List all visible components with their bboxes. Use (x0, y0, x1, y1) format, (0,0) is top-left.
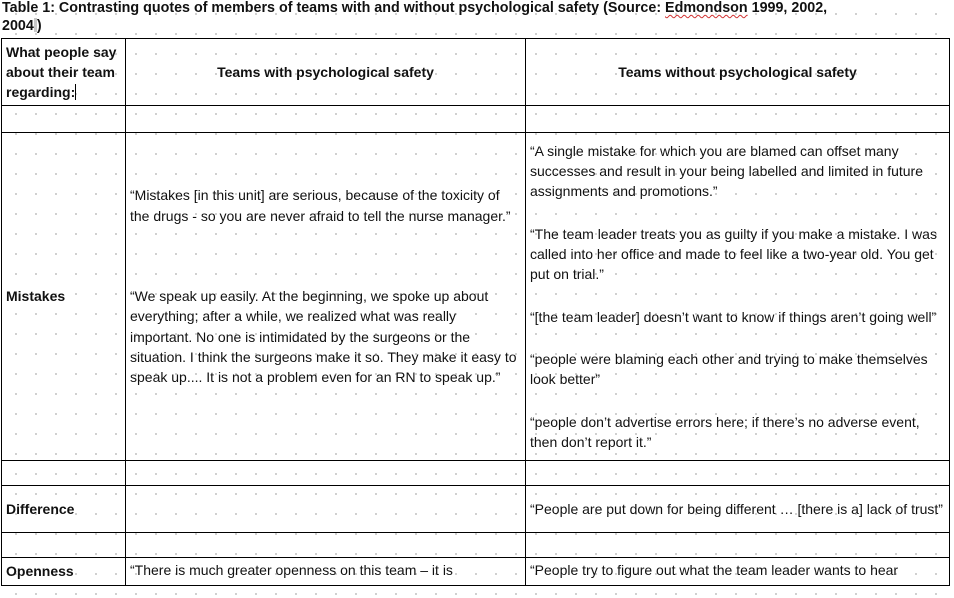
quote-spacer (130, 226, 521, 286)
table-header-row (2, 39, 950, 106)
mistakes-without-quote: “[the team leader] doesn’t want to know if things aren’t going well” (530, 308, 937, 325)
mistakes-without-cell[interactable] (526, 133, 950, 461)
table-caption (2, 0, 947, 35)
header-teams-with-safety[interactable]: Teams with psychological safety (126, 39, 526, 106)
difference-with-cell[interactable] (126, 486, 526, 533)
row-label-openness[interactable]: Openness (2, 558, 126, 586)
spacer-row (2, 533, 950, 558)
row-label-mistakes[interactable]: Mistakes (2, 133, 126, 461)
openness-without-cell[interactable]: “People try to figure out what the team leader wants to hear (526, 558, 950, 586)
empty-cell[interactable] (2, 106, 126, 133)
caption-suffix-line2-b: ) (36, 18, 42, 34)
mistakes-without-quote: “A single mistake for which you are blamed can offset many successes and result in your being labelled and limited in future assignments and promotions.” (530, 142, 924, 200)
caption-suffix-line1: 1999, 2002, (747, 0, 828, 16)
empty-cell[interactable] (526, 461, 950, 486)
mistakes-row (2, 133, 950, 461)
empty-cell[interactable] (2, 533, 126, 558)
header-teams-without-safety[interactable]: Teams without psychological safety (526, 39, 950, 106)
difference-without-cell[interactable]: “People are put down for being different … [there is a] lack of trust” (526, 486, 950, 533)
mistakes-with-cell[interactable] (126, 133, 526, 461)
corner-header-cell[interactable] (2, 39, 126, 106)
mistakes-with-quote: “We speak up easily. At the beginning, we spoke up about everything; after a while, we realized what was really important. No one is intimidated by the surgeons or the situation. I think the surgeons make it so. They make it easy to speak up.... It is not a problem even for an RN to speak up.” (130, 288, 517, 386)
caption-prefix: Table 1: Contrasting quotes of members of teams with and without psychological safety (Source: (2, 0, 666, 16)
openness-row (2, 558, 950, 586)
openness-with-cell[interactable]: “There is much greater openness on this team – it is (126, 558, 526, 586)
quote-spacer (530, 327, 945, 349)
difference-row (2, 486, 950, 533)
empty-cell[interactable] (2, 461, 126, 486)
quotes-table (1, 38, 950, 586)
caption-suffix-line2-a: 2004 (2, 18, 34, 34)
row-label-difference[interactable]: Difference (2, 486, 126, 533)
mistakes-without-quote: “people don’t advertise errors here; if there’s no adverse event, then don’t report it.” (530, 413, 920, 450)
mistakes-without-quote: “people were blaming each other and trying to make themselves look better” (530, 350, 928, 388)
corner-header-text: What people say about their team regarding: (6, 43, 117, 101)
empty-cell[interactable] (526, 533, 950, 558)
quote-spacer (530, 202, 945, 224)
mistakes-without-quote: “The team leader treats you as guilty if you make a mistake. I was called into her office and made to feel like a two-year old. You get put on trial.” (530, 225, 937, 283)
spacer-row (2, 106, 950, 133)
empty-cell[interactable] (126, 106, 526, 133)
empty-cell[interactable] (126, 461, 526, 486)
mistakes-with-quote: “Mistakes [in this unit] are serious, because of the toxicity of the drugs - so you are never afraid to tell the nurse manager.” (130, 187, 511, 224)
quote-spacer (530, 390, 945, 412)
quote-spacer (530, 285, 945, 307)
empty-cell[interactable] (126, 533, 526, 558)
quote-spacer (130, 388, 521, 408)
empty-cell[interactable] (526, 106, 950, 133)
spacer-row (2, 461, 950, 486)
caption-citation-author: Edmondson (665, 0, 748, 16)
